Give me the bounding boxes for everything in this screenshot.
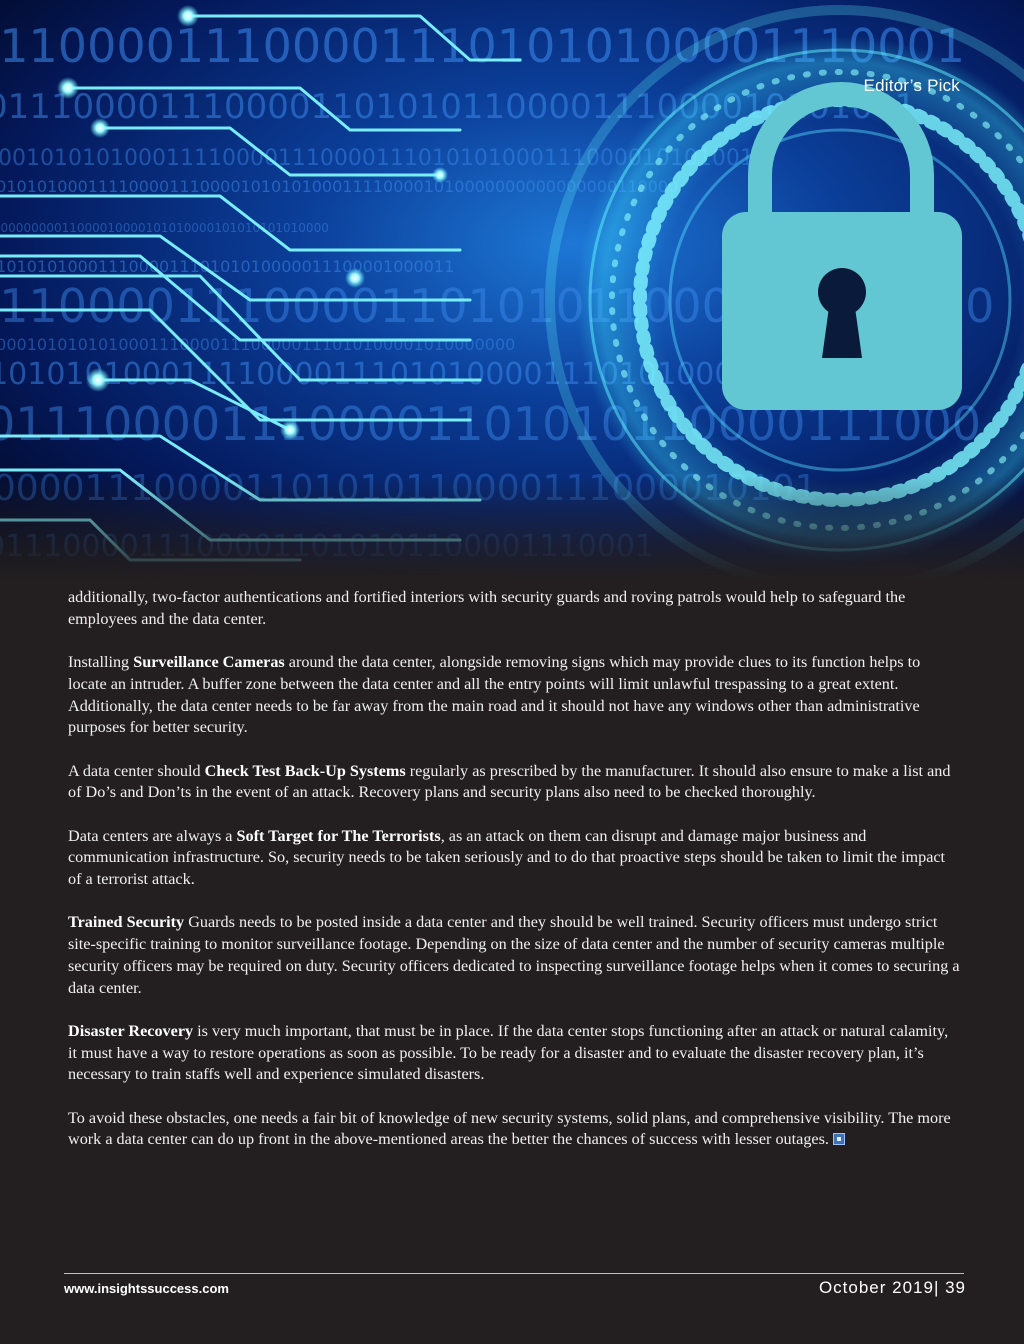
footer-divider bbox=[64, 1273, 964, 1274]
paragraph-highlight: Check Test Back-Up Systems bbox=[204, 761, 406, 780]
article-paragraph bbox=[68, 587, 960, 630]
paragraph-highlight: Soft Target for The Terrorists bbox=[236, 826, 441, 845]
paragraph-text: around the data center, alongside removing signs which may provide clues to its function helps to locate an intruder. A buffer zone between the data center and all the entry points will limit unlawful trespassing to a great extent. Additionally, the data center needs to be far away from the main road and it should not have any windows other than administrative purposes for better security. bbox=[68, 653, 921, 737]
article-body bbox=[68, 587, 960, 1173]
article-paragraph bbox=[68, 1021, 960, 1086]
hero-image bbox=[0, 0, 1024, 580]
section-tag: Editor’s Pick bbox=[863, 76, 960, 95]
article-paragraph bbox=[68, 912, 960, 999]
article-paragraph bbox=[68, 826, 960, 891]
article-paragraph bbox=[68, 1108, 960, 1151]
paragraph-text: is very much important, that must be in place. If the data center stops functioning after an attack or natural calamity, it must have a way to restore operations as soon as possible. To be ready for a disaster and to evaluate the disaster recovery plan, it’s necessary to train staffs well and experience simulated disasters. bbox=[68, 1021, 949, 1084]
paragraph-text: Guards needs to be posted inside a data center and they should be well trained. Security officers must undergo strict site-specific training to monitor surveillance footage. Depending on the size of data center and the number of security cameras multiple security officers may be required on duty. Security officers dedicated to inspecting surveillance footage helps when it comes to securing a data center. bbox=[68, 913, 960, 997]
footer-website[interactable]: www.insightssuccess.com bbox=[64, 1281, 229, 1296]
paragraph-text: , as an attack on them can disrupt and damage major business and communication infrastructure. So, security needs to be taken seriously and to do that proactive steps should be taken to limit the impact of a terrorist attack. bbox=[68, 826, 946, 889]
paragraph-text: additionally, two-factor authentications and fortified interiors with security guards and roving patrols would help to safeguard the employees and the data center. bbox=[68, 588, 906, 628]
paragraph-text: regularly as prescribed by the manufacturer. It should also ensure to make a list and of Do’s and Don’ts in the event of an attack. Recovery plans and security plans also need to be checked thoroughly. bbox=[68, 761, 951, 802]
article-paragraph bbox=[68, 761, 960, 804]
paragraph-text: Installing bbox=[68, 653, 134, 672]
paragraph-text: A data center should bbox=[68, 761, 205, 780]
paragraph-highlight: Surveillance Cameras bbox=[133, 653, 285, 672]
article-paragraph bbox=[68, 652, 960, 739]
paragraph-text: Data centers are always a bbox=[68, 826, 237, 845]
end-mark-icon bbox=[833, 1133, 845, 1145]
paragraph-text: To avoid these obstacles, one needs a fair bit of knowledge of new security systems, solid plans, and comprehensive visibility. The more work a data center can do up front in the above-mentioned areas the better the chances of success with lesser outages. bbox=[68, 1108, 951, 1149]
paragraph-highlight: Trained Security bbox=[68, 913, 185, 932]
paragraph-highlight: Disaster Recovery bbox=[68, 1021, 194, 1040]
footer-issue-page: October 2019| 39 bbox=[818, 1278, 966, 1297]
